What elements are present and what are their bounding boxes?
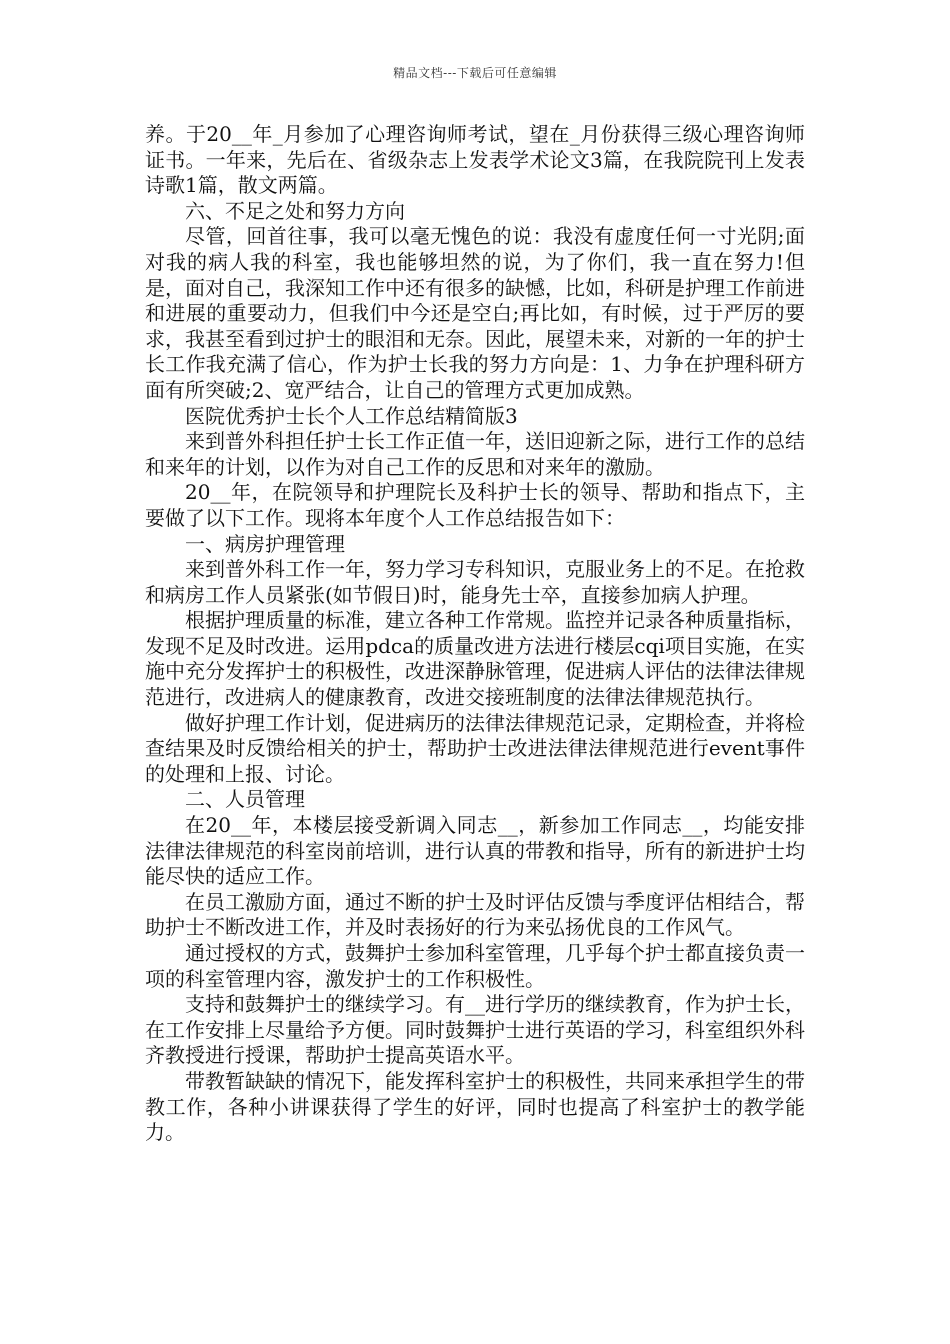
paragraph: 通过授权的方式，鼓舞护士参加科室管理，几乎每个护士都直接负责一项的科室管理内容，激发护士的工作积极性。 bbox=[145, 941, 805, 991]
paragraph: 支持和鼓舞护士的继续学习。有__进行学历的继续教育，作为护士长，在工作安排上尽量给予方便。同时鼓舞护士进行英语的学习，科室组织外科齐教授进行授课，帮助护士提高英语水平。 bbox=[145, 992, 805, 1068]
paragraph: 在员工激励方面，通过不断的护士及时评估反馈与季度评估相结合，帮助护士不断改进工作，并及时表扬好的行为来弘扬优良的工作风气。 bbox=[145, 889, 805, 940]
paragraph: 养。于20__年_月参加了心理咨询师考试，望在_月份获得三级心理咨询师证书。一年来，先后在、省级杂志上发表学术论文3篇，在我院院刊上发表诗歌1篇，散文两篇。 bbox=[145, 122, 805, 198]
section-heading: 六、不足之处和努力方向 bbox=[185, 198, 405, 223]
document-title: 医院优秀护士长个人工作总结精简版3 bbox=[185, 403, 518, 428]
paragraph: 20__年，在院领导和护理院长及科护士长的领导、帮助和指点下，主要做了以下工作。现将本年度个人工作总结报告如下： bbox=[145, 480, 805, 530]
section-heading: 二、人员管理 bbox=[185, 787, 305, 812]
document-body bbox=[145, 122, 805, 1146]
paragraph: 根据护理质量的标准，建立各种工作常规。监控并记录各种质量指标，发现不足及时改进。运用pdca的质量改进方法进行楼层cqi项目实施，在实施中充分发挥护士的积极性，改进深静脉管理，促进病人评估的法律法律规范进行，改进病人的健康教育，改进交接班制度的法律法律规范执行。 bbox=[145, 608, 805, 710]
paragraph: 来到普外科担任护士长工作正值一年，送旧迎新之际，进行工作的总结和来年的计划，以作为对自己工作的反思和对来年的激励。 bbox=[145, 429, 805, 479]
paragraph: 来到普外科工作一年，努力学习专科知识，克服业务上的不足。在抢救和病房工作人员紧张(如节假日)时，能身先士卒，直接参加病人护理。 bbox=[145, 557, 805, 607]
paragraph: 在20__年，本楼层接受新调入同志__，新参加工作同志__，均能安排法律法律规范的科室岗前培训，进行认真的带教和指导，所有的新进护士均能尽快的适应工作。 bbox=[145, 813, 805, 889]
section-heading: 一、病房护理管理 bbox=[185, 531, 345, 556]
paragraph: 带教暂缺缺的情况下，能发挥科室护士的积极性，共同来承担学生的带教工作，各种小讲课获得了学生的好评，同时也提高了科室护士的教学能力。 bbox=[145, 1068, 805, 1145]
paragraph: 尽管，回首往事，我可以毫无愧色的说：我没有虚度任何一寸光阴;面对我的病人我的科室，我也能够坦然的说，为了你们，我一直在努力!但是，面对自己，我深知工作中还有很多的缺憾，比如，科研是护理工作前进和进展的重要动力，但我们中今还是空白;再比如，有时候，过于严厉的要求，我甚至看到过护士的眼泪和无奈。因此，展望未来，对新的一年的护士长工作我充满了信心，作为护士长我的努力方向是：1、力争在护理科研方面有所突破;2、宽严结合，让自己的管理方式更加成熟。 bbox=[145, 224, 805, 402]
page-header: 精品文档---下载后可任意编辑 bbox=[393, 66, 557, 80]
paragraph: 做好护理工作计划，促进病历的法律法律规范记录，定期检查，并将检查结果及时反馈给相关的护士，帮助护士改进法律法律规范进行event事件的处理和上报、讨论。 bbox=[145, 710, 805, 786]
